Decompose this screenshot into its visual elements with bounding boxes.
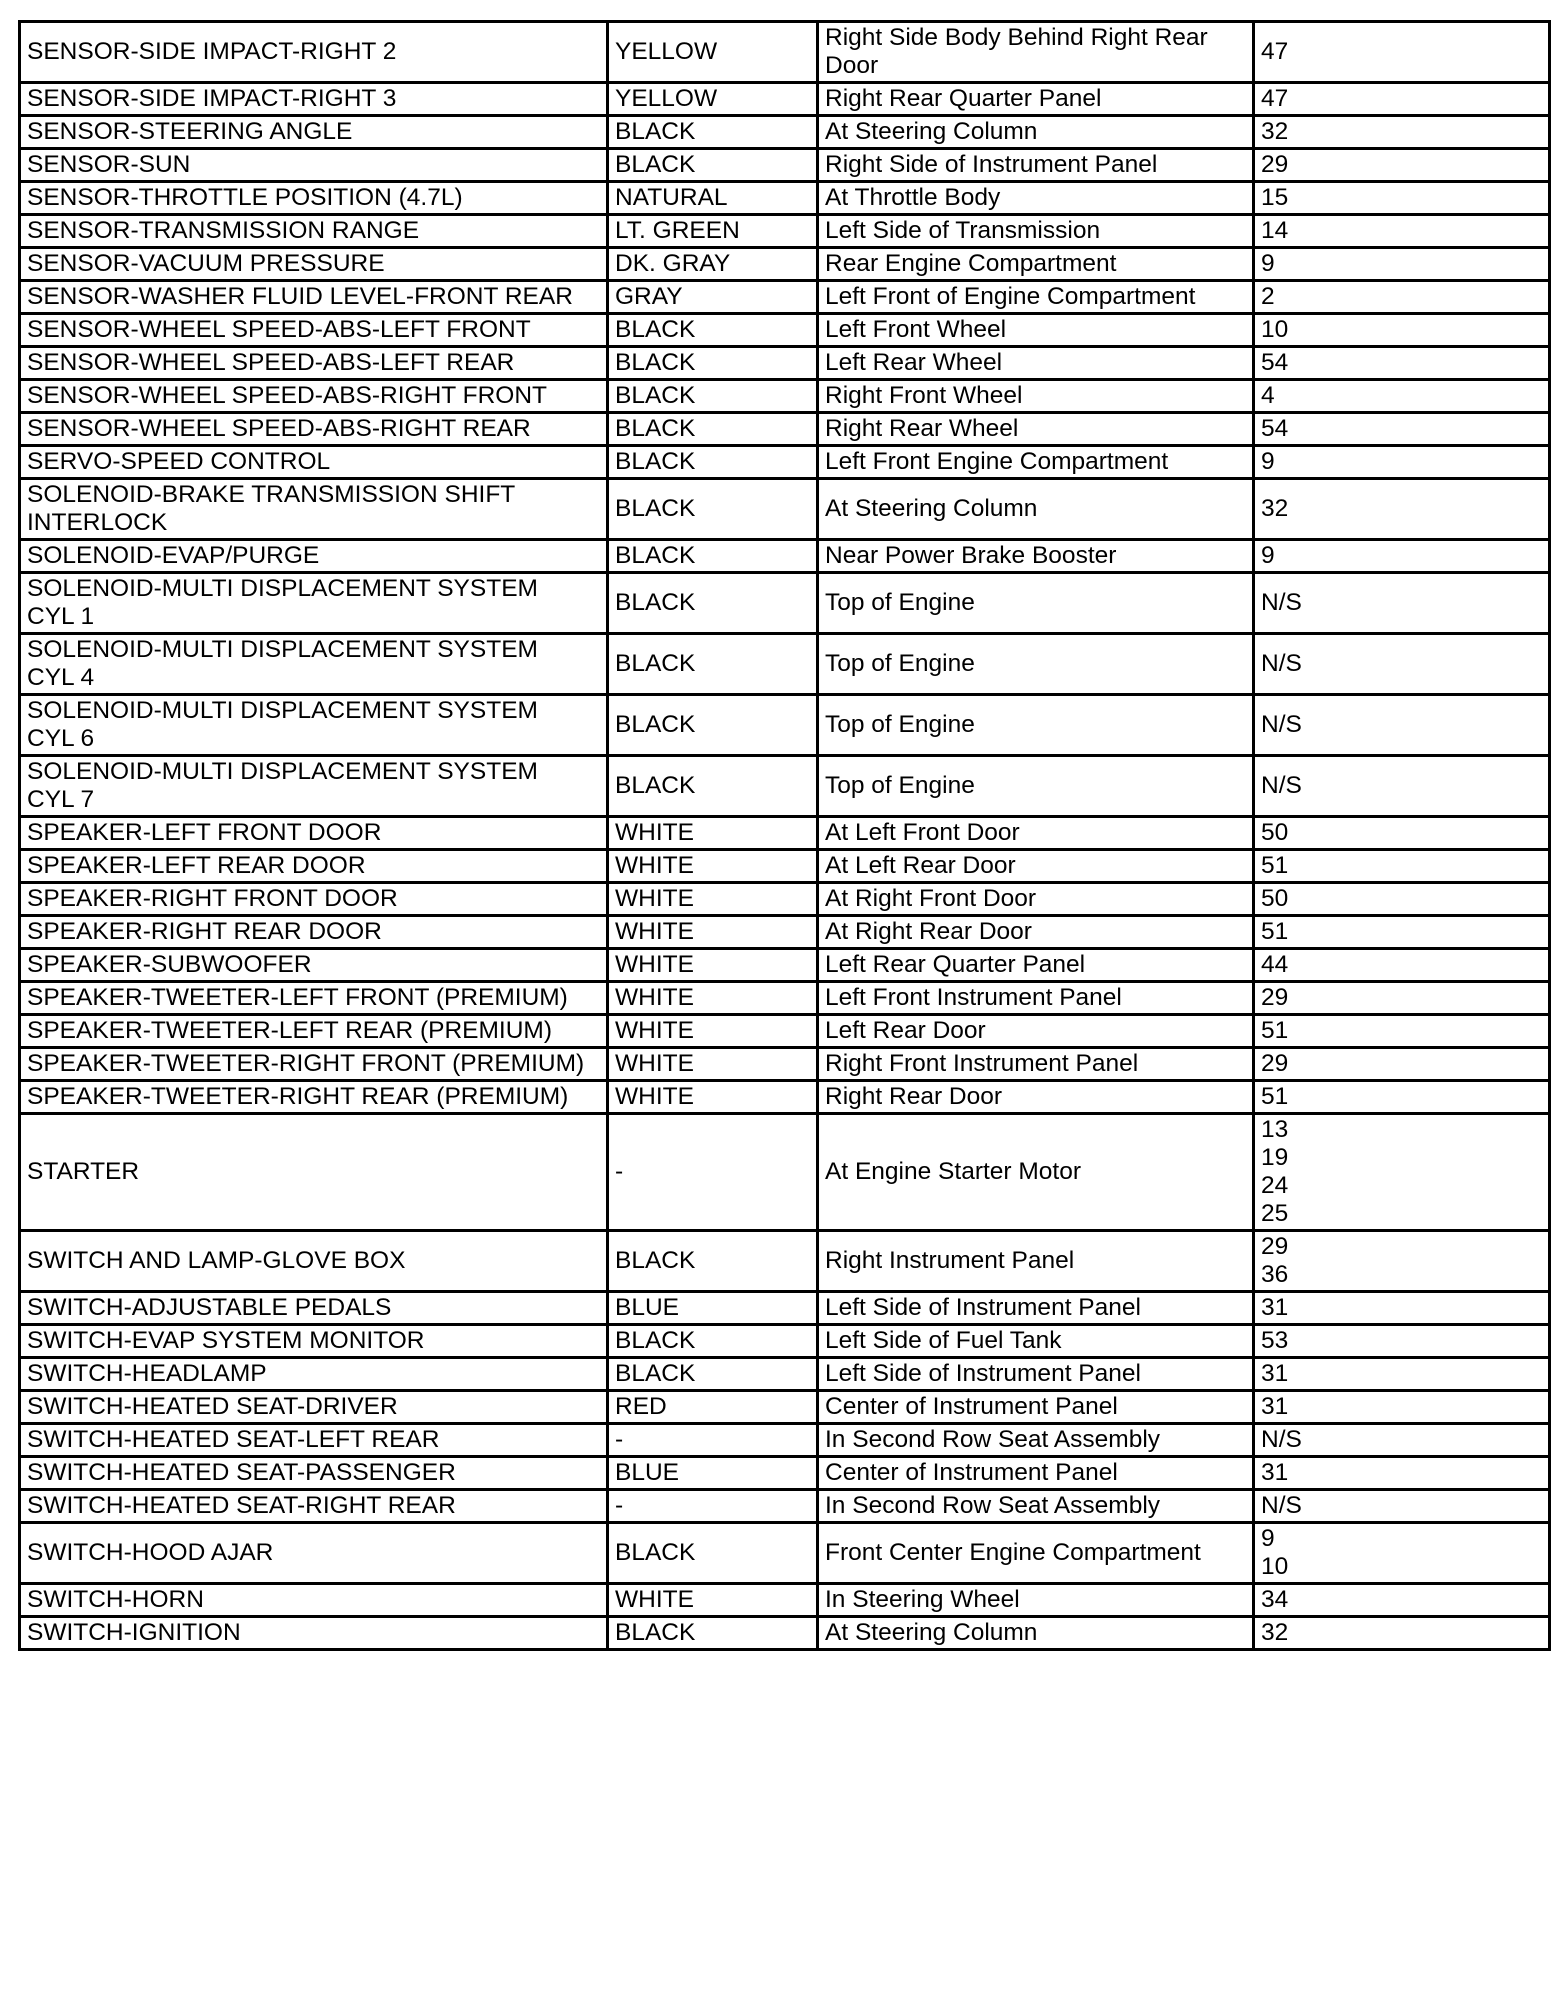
cell-color: BLACK (608, 695, 818, 756)
cell-location: At Right Rear Door (818, 916, 1254, 949)
cell-color: YELLOW (608, 83, 818, 116)
cell-component: SWITCH-HEATED SEAT-RIGHT REAR (20, 1490, 608, 1523)
cell-component: SENSOR-SUN (20, 149, 608, 182)
table-row (20, 850, 1550, 883)
cell-color: RED (608, 1391, 818, 1424)
cell-component: SPEAKER-LEFT FRONT DOOR (20, 817, 608, 850)
table-row (20, 83, 1550, 116)
cell-component: SOLENOID-MULTI DISPLACEMENT SYSTEM CYL 4 (20, 634, 608, 695)
table-row (20, 949, 1550, 982)
cell-color: WHITE (608, 883, 818, 916)
cell-figure: 29 (1254, 1048, 1550, 1081)
cell-location: Right Rear Quarter Panel (818, 83, 1254, 116)
cell-component: SWITCH-HORN (20, 1584, 608, 1617)
cell-location: In Second Row Seat Assembly (818, 1490, 1254, 1523)
cell-location: At Left Rear Door (818, 850, 1254, 883)
cell-location: Center of Instrument Panel (818, 1457, 1254, 1490)
cell-color: NATURAL (608, 182, 818, 215)
cell-color: BLUE (608, 1292, 818, 1325)
cell-color: BLACK (608, 314, 818, 347)
cell-component: SWITCH-IGNITION (20, 1617, 608, 1650)
cell-location: At Steering Column (818, 1617, 1254, 1650)
cell-location: Top of Engine (818, 695, 1254, 756)
cell-figure: 31 (1254, 1292, 1550, 1325)
cell-figure: 54 (1254, 347, 1550, 380)
cell-component: SWITCH-HEATED SEAT-LEFT REAR (20, 1424, 608, 1457)
cell-location: Left Front Engine Compartment (818, 446, 1254, 479)
table-row (20, 281, 1550, 314)
table-row (20, 1292, 1550, 1325)
cell-location: Right Front Instrument Panel (818, 1048, 1254, 1081)
cell-color: WHITE (608, 850, 818, 883)
cell-figure: 29 (1254, 149, 1550, 182)
cell-color: WHITE (608, 1584, 818, 1617)
cell-location: Right Rear Wheel (818, 413, 1254, 446)
cell-component: SOLENOID-MULTI DISPLACEMENT SYSTEM CYL 7 (20, 756, 608, 817)
cell-figure: 32 (1254, 479, 1550, 540)
cell-location: Left Front Instrument Panel (818, 982, 1254, 1015)
table-row (20, 1391, 1550, 1424)
cell-component: SPEAKER-SUBWOOFER (20, 949, 608, 982)
cell-color: BLACK (608, 573, 818, 634)
cell-location: Left Side of Instrument Panel (818, 1292, 1254, 1325)
cell-color: GRAY (608, 281, 818, 314)
cell-figure: 47 (1254, 22, 1550, 83)
cell-location: Rear Engine Compartment (818, 248, 1254, 281)
cell-color: WHITE (608, 949, 818, 982)
cell-component: SPEAKER-TWEETER-LEFT REAR (PREMIUM) (20, 1015, 608, 1048)
cell-component: SENSOR-SIDE IMPACT-RIGHT 2 (20, 22, 608, 83)
cell-figure: 2 (1254, 281, 1550, 314)
cell-component: SWITCH-EVAP SYSTEM MONITOR (20, 1325, 608, 1358)
cell-component: SPEAKER-LEFT REAR DOOR (20, 850, 608, 883)
table-row (20, 540, 1550, 573)
cell-figure: 54 (1254, 413, 1550, 446)
cell-color: BLACK (608, 1325, 818, 1358)
cell-color: WHITE (608, 1048, 818, 1081)
table-row (20, 1424, 1550, 1457)
cell-color: YELLOW (608, 22, 818, 83)
cell-figure: 50 (1254, 883, 1550, 916)
table-row (20, 1114, 1550, 1231)
cell-figure: 47 (1254, 83, 1550, 116)
cell-location: Right Side Body Behind Right Rear Door (818, 22, 1254, 83)
cell-component: SOLENOID-BRAKE TRANSMISSION SHIFT INTERLOCK (20, 479, 608, 540)
table-row (20, 149, 1550, 182)
cell-figure: 51 (1254, 850, 1550, 883)
cell-location: Left Rear Door (818, 1015, 1254, 1048)
cell-figure: 51 (1254, 1015, 1550, 1048)
table-row (20, 215, 1550, 248)
cell-color: BLACK (608, 1617, 818, 1650)
cell-figure: 9 (1254, 540, 1550, 573)
cell-figure: N/S (1254, 1490, 1550, 1523)
cell-location: Right Front Wheel (818, 380, 1254, 413)
cell-color: BLACK (608, 116, 818, 149)
table-row (20, 314, 1550, 347)
cell-color: WHITE (608, 916, 818, 949)
table-row (20, 248, 1550, 281)
cell-color: WHITE (608, 817, 818, 850)
table-row (20, 695, 1550, 756)
cell-color: WHITE (608, 1015, 818, 1048)
cell-component: SOLENOID-MULTI DISPLACEMENT SYSTEM CYL 6 (20, 695, 608, 756)
cell-color: DK. GRAY (608, 248, 818, 281)
cell-location: Front Center Engine Compartment (818, 1523, 1254, 1584)
cell-figure: 44 (1254, 949, 1550, 982)
table-row (20, 413, 1550, 446)
cell-figure: 9 10 (1254, 1523, 1550, 1584)
cell-color: BLUE (608, 1457, 818, 1490)
table-row (20, 347, 1550, 380)
cell-component: SWITCH AND LAMP-GLOVE BOX (20, 1231, 608, 1292)
cell-location: At Left Front Door (818, 817, 1254, 850)
cell-component: SOLENOID-EVAP/PURGE (20, 540, 608, 573)
cell-color: BLACK (608, 1358, 818, 1391)
cell-figure: 51 (1254, 1081, 1550, 1114)
cell-color: BLACK (608, 479, 818, 540)
cell-figure: 34 (1254, 1584, 1550, 1617)
cell-component: SWITCH-HOOD AJAR (20, 1523, 608, 1584)
cell-figure: 10 (1254, 314, 1550, 347)
cell-component: SPEAKER-RIGHT FRONT DOOR (20, 883, 608, 916)
cell-component: SERVO-SPEED CONTROL (20, 446, 608, 479)
cell-figure: 53 (1254, 1325, 1550, 1358)
cell-color: - (608, 1114, 818, 1231)
cell-color: BLACK (608, 540, 818, 573)
cell-figure: N/S (1254, 1424, 1550, 1457)
cell-color: BLACK (608, 380, 818, 413)
cell-component: SENSOR-WHEEL SPEED-ABS-LEFT REAR (20, 347, 608, 380)
cell-figure: N/S (1254, 573, 1550, 634)
table-row (20, 1015, 1550, 1048)
table-row (20, 1325, 1550, 1358)
cell-location: At Steering Column (818, 479, 1254, 540)
cell-figure: 9 (1254, 248, 1550, 281)
cell-component: SENSOR-VACUUM PRESSURE (20, 248, 608, 281)
cell-component: SPEAKER-TWEETER-RIGHT REAR (PREMIUM) (20, 1081, 608, 1114)
table-row (20, 1490, 1550, 1523)
cell-color: WHITE (608, 982, 818, 1015)
table-row (20, 982, 1550, 1015)
cell-figure: 50 (1254, 817, 1550, 850)
cell-location: Left Rear Wheel (818, 347, 1254, 380)
cell-component: SWITCH-HEATED SEAT-PASSENGER (20, 1457, 608, 1490)
table-row (20, 916, 1550, 949)
cell-color: BLACK (608, 446, 818, 479)
cell-location: At Right Front Door (818, 883, 1254, 916)
cell-color: BLACK (608, 413, 818, 446)
cell-color: BLACK (608, 1523, 818, 1584)
cell-figure: 31 (1254, 1457, 1550, 1490)
cell-color: LT. GREEN (608, 215, 818, 248)
cell-location: Top of Engine (818, 634, 1254, 695)
cell-component: STARTER (20, 1114, 608, 1231)
cell-figure: 9 (1254, 446, 1550, 479)
cell-component: SENSOR-WHEEL SPEED-ABS-LEFT FRONT (20, 314, 608, 347)
cell-color: BLACK (608, 149, 818, 182)
table-row (20, 1358, 1550, 1391)
cell-location: Near Power Brake Booster (818, 540, 1254, 573)
table-row (20, 573, 1550, 634)
cell-component: SENSOR-SIDE IMPACT-RIGHT 3 (20, 83, 608, 116)
table-row (20, 22, 1550, 83)
cell-figure: 31 (1254, 1358, 1550, 1391)
cell-color: - (608, 1424, 818, 1457)
table-body (20, 22, 1550, 1650)
table-row (20, 479, 1550, 540)
cell-component: SWITCH-HEATED SEAT-DRIVER (20, 1391, 608, 1424)
cell-location: Top of Engine (818, 573, 1254, 634)
cell-component: SPEAKER-RIGHT REAR DOOR (20, 916, 608, 949)
cell-location: Left Side of Fuel Tank (818, 1325, 1254, 1358)
cell-location: In Second Row Seat Assembly (818, 1424, 1254, 1457)
table-row (20, 1523, 1550, 1584)
cell-component: SOLENOID-MULTI DISPLACEMENT SYSTEM CYL 1 (20, 573, 608, 634)
cell-color: BLACK (608, 634, 818, 695)
cell-figure: 14 (1254, 215, 1550, 248)
table-row (20, 1048, 1550, 1081)
cell-component: SENSOR-WHEEL SPEED-ABS-RIGHT FRONT (20, 380, 608, 413)
cell-location: In Steering Wheel (818, 1584, 1254, 1617)
cell-component: SENSOR-THROTTLE POSITION (4.7L) (20, 182, 608, 215)
cell-component: SENSOR-TRANSMISSION RANGE (20, 215, 608, 248)
table-row (20, 1231, 1550, 1292)
cell-component: SPEAKER-TWEETER-RIGHT FRONT (PREMIUM) (20, 1048, 608, 1081)
cell-component: SWITCH-HEADLAMP (20, 1358, 608, 1391)
cell-figure: N/S (1254, 695, 1550, 756)
connector-location-table (18, 20, 1551, 1651)
cell-location: At Engine Starter Motor (818, 1114, 1254, 1231)
cell-figure: 13 19 24 25 (1254, 1114, 1550, 1231)
cell-location: Left Rear Quarter Panel (818, 949, 1254, 982)
cell-figure: 29 36 (1254, 1231, 1550, 1292)
cell-location: At Throttle Body (818, 182, 1254, 215)
table-row (20, 1584, 1550, 1617)
table-row (20, 1081, 1550, 1114)
table-row (20, 380, 1550, 413)
cell-component: SPEAKER-TWEETER-LEFT FRONT (PREMIUM) (20, 982, 608, 1015)
table-row (20, 817, 1550, 850)
table-row (20, 446, 1550, 479)
table-row (20, 634, 1550, 695)
cell-location: Left Front Wheel (818, 314, 1254, 347)
cell-component: SWITCH-ADJUSTABLE PEDALS (20, 1292, 608, 1325)
table-row (20, 756, 1550, 817)
cell-figure: N/S (1254, 634, 1550, 695)
cell-component: SENSOR-STEERING ANGLE (20, 116, 608, 149)
cell-figure: 4 (1254, 380, 1550, 413)
cell-component: SENSOR-WHEEL SPEED-ABS-RIGHT REAR (20, 413, 608, 446)
cell-color: BLACK (608, 756, 818, 817)
cell-color: BLACK (608, 347, 818, 380)
cell-color: - (608, 1490, 818, 1523)
cell-figure: 31 (1254, 1391, 1550, 1424)
cell-figure: 32 (1254, 116, 1550, 149)
cell-location: Left Side of Transmission (818, 215, 1254, 248)
cell-figure: 51 (1254, 916, 1550, 949)
cell-figure: 32 (1254, 1617, 1550, 1650)
cell-component: SENSOR-WASHER FLUID LEVEL-FRONT REAR (20, 281, 608, 314)
table-row (20, 182, 1550, 215)
cell-location: Top of Engine (818, 756, 1254, 817)
table-row (20, 1457, 1550, 1490)
cell-color: BLACK (608, 1231, 818, 1292)
cell-figure: 15 (1254, 182, 1550, 215)
table-row (20, 883, 1550, 916)
cell-location: Left Side of Instrument Panel (818, 1358, 1254, 1391)
table-row (20, 1617, 1550, 1650)
table-row (20, 116, 1550, 149)
cell-figure: N/S (1254, 756, 1550, 817)
cell-location: Right Side of Instrument Panel (818, 149, 1254, 182)
cell-location: Right Rear Door (818, 1081, 1254, 1114)
cell-location: Right Instrument Panel (818, 1231, 1254, 1292)
cell-location: Left Front of Engine Compartment (818, 281, 1254, 314)
cell-figure: 29 (1254, 982, 1550, 1015)
cell-color: WHITE (608, 1081, 818, 1114)
cell-location: Center of Instrument Panel (818, 1391, 1254, 1424)
cell-location: At Steering Column (818, 116, 1254, 149)
